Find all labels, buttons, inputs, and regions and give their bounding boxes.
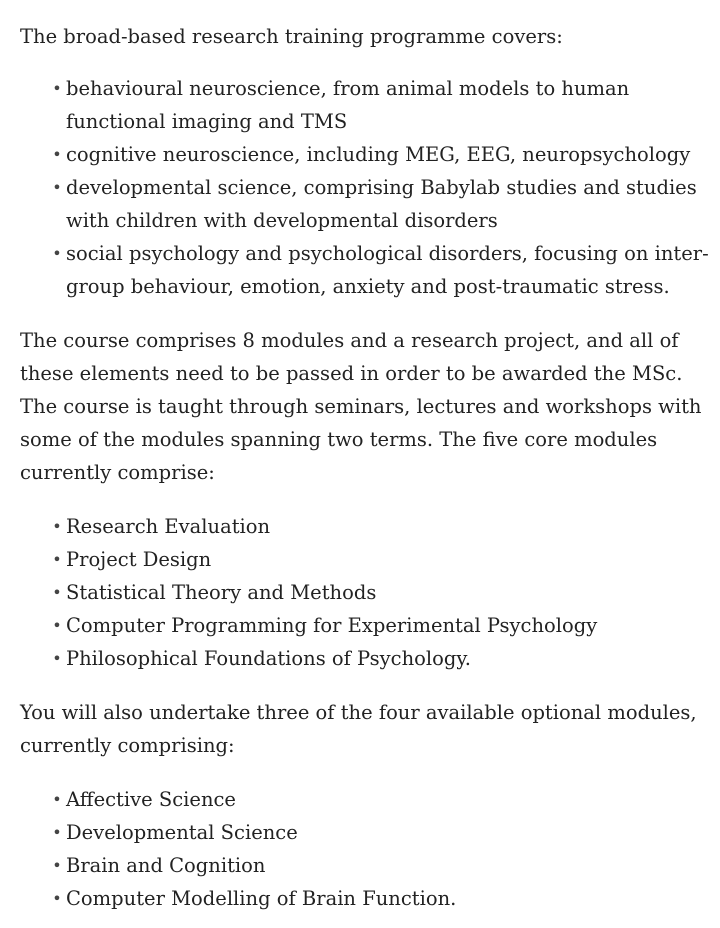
- bullet-icon: •: [52, 145, 62, 164]
- bullet-icon: •: [52, 517, 62, 536]
- list-item: [20, 510, 712, 543]
- bullet-icon: •: [52, 244, 62, 263]
- list-item: [20, 237, 712, 303]
- list-item: [20, 783, 712, 816]
- list-item-text: Affective Science: [66, 788, 236, 811]
- list-item-text: developmental science, comprising Babylab studies and studies with children with developmental disorders: [66, 176, 697, 232]
- bullet-icon: •: [52, 823, 62, 842]
- list-item-text: Computer Modelling of Brain Function.: [66, 887, 457, 910]
- list-item: [20, 609, 712, 642]
- bullet-icon: •: [52, 649, 62, 668]
- list-item: [20, 882, 712, 915]
- list-item-text: Developmental Science: [66, 821, 298, 844]
- course-structure-paragraph: The course comprises 8 modules and a research project, and all of these elements need to be passed in order to be awarded the MSc. The course is taught through seminars, lectures and workshops with some of the modules spanning two terms. The five core modules currently comprise:: [20, 329, 702, 484]
- list-item: [20, 576, 712, 609]
- list-item: [20, 72, 712, 138]
- list-item-text: Brain and Cognition: [66, 854, 266, 877]
- list-item-text: Research Evaluation: [66, 515, 271, 538]
- bullet-icon: •: [52, 178, 62, 197]
- research-areas-list: [20, 72, 712, 303]
- bullet-icon: •: [52, 79, 62, 98]
- bullet-icon: •: [52, 889, 62, 908]
- list-item: [20, 171, 712, 237]
- list-item-text: Computer Programming for Experimental Psychology: [66, 614, 598, 637]
- list-item-text: Statistical Theory and Methods: [66, 581, 377, 604]
- list-item: [20, 849, 712, 882]
- bullet-icon: •: [52, 550, 62, 569]
- list-item: [20, 642, 712, 675]
- list-item-text: social psychology and psychological disorders, focusing on inter-group behaviour, emotion, anxiety and post-traumatic stress.: [66, 242, 709, 298]
- list-item-text: cognitive neuroscience, including MEG, EEG, neuropsychology: [66, 143, 691, 166]
- list-item: [20, 543, 712, 576]
- list-item-text: behavioural neuroscience, from animal models to human functional imaging and TMS: [66, 77, 630, 133]
- bullet-icon: •: [52, 856, 62, 875]
- intro-paragraph: The broad-based research training programme covers:: [20, 25, 563, 48]
- optional-modules-list: [20, 783, 712, 915]
- list-item: [20, 816, 712, 849]
- bullet-icon: •: [52, 616, 62, 635]
- bullet-icon: •: [52, 583, 62, 602]
- list-item-text: Philosophical Foundations of Psychology.: [66, 647, 471, 670]
- bullet-icon: •: [52, 790, 62, 809]
- list-item-text: Project Design: [66, 548, 212, 571]
- list-item: [20, 138, 712, 171]
- optional-modules-paragraph: You will also undertake three of the four available optional modules, currently comprising:: [20, 701, 697, 757]
- core-modules-list: [20, 510, 712, 675]
